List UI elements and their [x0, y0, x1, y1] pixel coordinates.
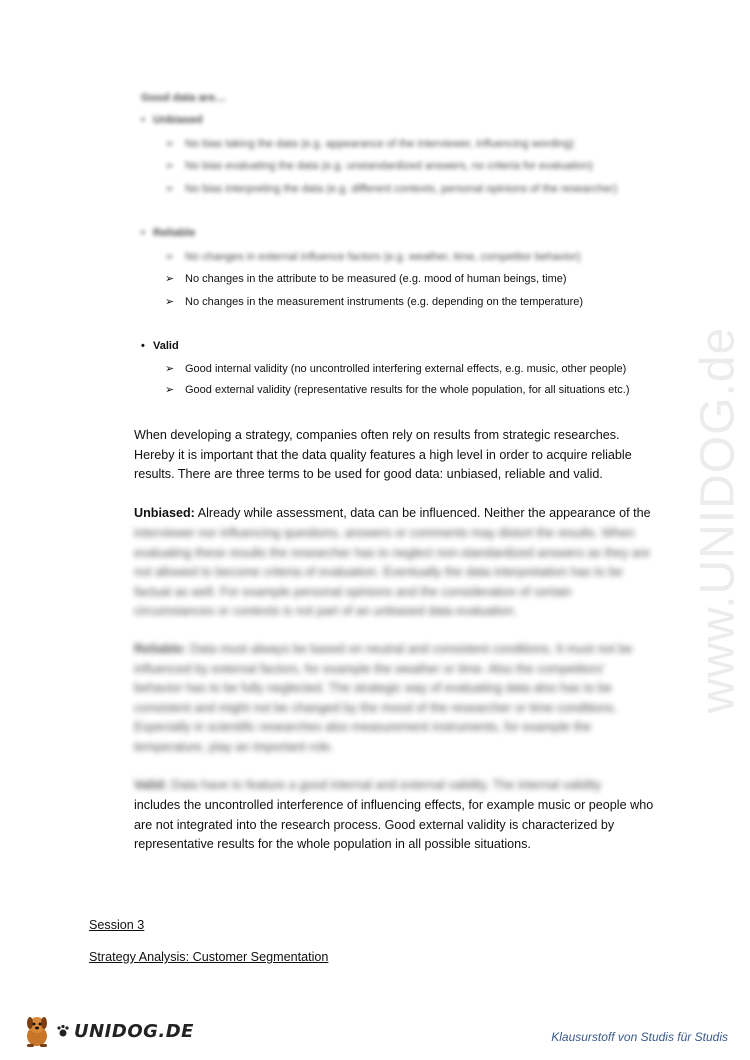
- unbiased-item-2: ➢ No bias evaluating the data (e.g. unstandardized answers, no criteria for evaluation): [165, 160, 593, 172]
- unidog-logo: [22, 1014, 194, 1048]
- unbiased-paragraph: Unbiased: Already while assessment, data can be influenced. Neither the appearance of the: [134, 506, 651, 520]
- reliable-item-2: ➢ No changes in the attribute to be measured (e.g. mood of human beings, time): [165, 273, 567, 285]
- valid-paragraph: includes the uncontrolled interference of influencing effects, for example music or people who are not integrated into the research process. Good external validity is characterized by representative results for the whole population in all possible situations.: [134, 798, 654, 852]
- unbiased-item-3: ➢ No bias interpreting the data (e.g. different contexts, personal opinions of the researcher): [165, 183, 618, 195]
- reliable-item-3: ➢ No changes in the measurement instruments (e.g. depending on the temperature): [165, 296, 584, 308]
- intro-paragraph: When developing a strategy, companies often rely on results from strategic researches. Hereby it is important that the data quality features a high level in order to acquire reliable results. There are three terms to be used for good data: unbiased, reliable and valid.: [134, 428, 632, 482]
- logo-text: UNIDOG.DE: [74, 1020, 194, 1042]
- unbiased-paragraph-blurred: interviewer nor influencing questions, answers or comments may distort the results. When evaluating these results the researcher has to neglect non-standardized answers as they are not allowed to become criteria of evaluation. Eventually the data interpretation has to be factual as well. For example personal opinions and the consideration of certain circumstances or contexts is not part of an unbiased data evaluation.: [134, 526, 650, 619]
- valid-paragraph-blurred: Valid: Data have to feature a good internal and external validity. The internal validity: [134, 778, 602, 792]
- valid-item-1: ➢ Good internal validity (no uncontrolled interfering external effects, e.g. music, other people): [165, 363, 627, 375]
- intro-header: Good data are…: [141, 92, 226, 104]
- dog-mascot-icon: [22, 1014, 52, 1048]
- paw-icon: [56, 1024, 70, 1038]
- reliable-paragraph: Reliable: Data must always be based on neutral and consistent conditions. It must not be influenced by external factors, for example the weather or time. Also the competitors' behavior has to be fully neglected. The strategic way of evaluating data also has to be consistent and might not be changed by the mood of the researcher or time conditions. Especially in scientific researches also measurement instruments, for example the temperature, play an important role.: [134, 642, 633, 754]
- session-title: Strategy Analysis: Customer Segmentation: [89, 950, 329, 964]
- valid-heading: • Valid: [141, 340, 179, 352]
- session-label: Session 3: [89, 918, 145, 932]
- valid-item-2: ➢ Good external validity (representative results for the whole population, for all situations etc.): [165, 384, 630, 396]
- unbiased-heading: • Unbiased: [141, 114, 203, 126]
- footer-tagline: Klausurstoff von Studis für Studis: [551, 1030, 728, 1044]
- reliable-item-1: ➢ No changes in external influence factors (e.g. weather, time, competitor behavior): [165, 251, 581, 263]
- unbiased-item-1: ➢ No bias taking the data (e.g. appearance of the interviewer, influencing wording): [165, 138, 574, 150]
- reliable-heading: • Reliable: [141, 227, 196, 239]
- watermark: www.UNIDOG.de: [691, 326, 745, 714]
